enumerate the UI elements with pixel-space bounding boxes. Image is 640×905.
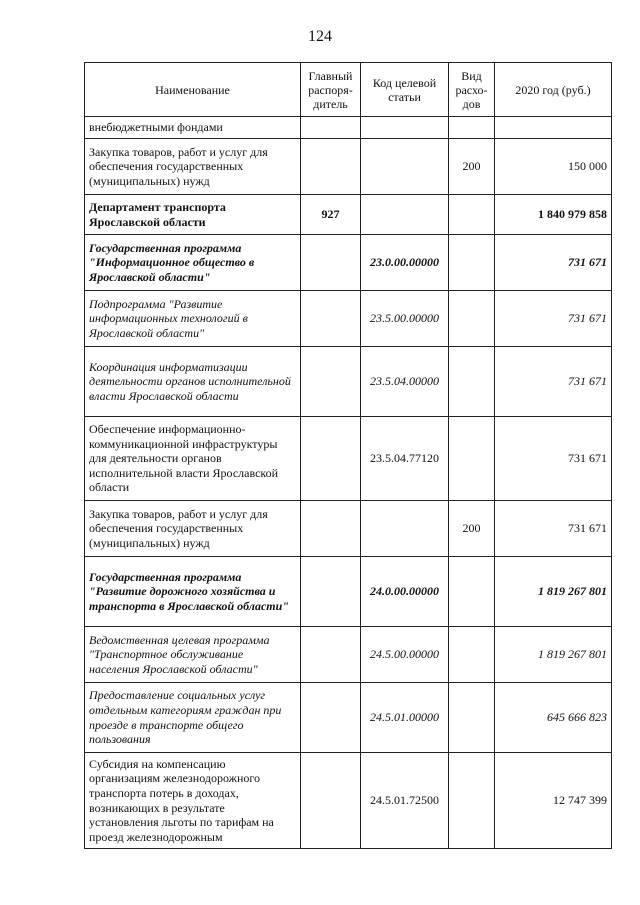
table-row (85, 291, 612, 347)
cell-name: Предоставление социальных услуг отдельным категориям граждан при проезде в транспорте общего пользования (85, 683, 301, 753)
cell-name: Обеспечение информационно-коммуникационной инфраструктуры для деятельности органов исполнительной власти Ярославской области (85, 417, 301, 501)
table-row (85, 683, 612, 753)
cell-name: Координация информатизации деятельности органов исполнительной власти Ярославской области (85, 347, 301, 417)
header-expense-kind: Вид расхо-дов (449, 63, 495, 117)
table-row (85, 347, 612, 417)
cell-amount: 731 671 (495, 417, 612, 501)
table-row (85, 627, 612, 683)
cell-amount: 150 000 (495, 139, 612, 195)
cell-amount: 1 819 267 801 (495, 627, 612, 683)
cell-target-code (361, 139, 449, 195)
table-row (85, 501, 612, 557)
cell-amount: 12 747 399 (495, 753, 612, 849)
table-row (85, 417, 612, 501)
header-target-code: Код целевой статьи (361, 63, 449, 117)
table-body (85, 117, 612, 849)
cell-name: Ведомственная целевая программа "Транспортное обслуживание населения Ярославской области" (85, 627, 301, 683)
cell-amount: 731 671 (495, 291, 612, 347)
header-main-manager: Главный распоря-дитель (301, 63, 361, 117)
header-amount-2020: 2020 год (руб.) (495, 63, 612, 117)
cell-main-manager (301, 627, 361, 683)
cell-target-code (361, 501, 449, 557)
cell-main-manager (301, 753, 361, 849)
cell-amount (495, 117, 612, 139)
cell-target-code: 23.5.04.00000 (361, 347, 449, 417)
cell-name: Подпрограмма "Развитие информационных технологий в Ярославской области" (85, 291, 301, 347)
cell-main-manager (301, 347, 361, 417)
cell-name: Государственная программа "Информационное общество в Ярославской области" (85, 235, 301, 291)
cell-amount: 731 671 (495, 235, 612, 291)
header-name: Наименование (85, 63, 301, 117)
cell-expense-kind (449, 683, 495, 753)
cell-target-code (361, 195, 449, 235)
table-row (85, 195, 612, 235)
cell-expense-kind: 200 (449, 501, 495, 557)
cell-expense-kind: 200 (449, 139, 495, 195)
cell-main-manager (301, 417, 361, 501)
cell-main-manager (301, 291, 361, 347)
budget-table (84, 62, 612, 849)
table-row (85, 139, 612, 195)
cell-expense-kind (449, 557, 495, 627)
cell-expense-kind (449, 417, 495, 501)
cell-target-code: 24.5.00.00000 (361, 627, 449, 683)
cell-amount: 731 671 (495, 347, 612, 417)
cell-target-code: 23.5.00.00000 (361, 291, 449, 347)
cell-amount: 1 819 267 801 (495, 557, 612, 627)
cell-target-code: 23.5.04.77120 (361, 417, 449, 501)
table-row (85, 557, 612, 627)
table-row (85, 117, 612, 139)
cell-name: Государственная программа "Развитие дорожного хозяйства и транспорта в Ярославской области" (85, 557, 301, 627)
cell-expense-kind (449, 347, 495, 417)
page-number: 124 (308, 28, 332, 45)
cell-expense-kind (449, 291, 495, 347)
cell-main-manager (301, 501, 361, 557)
table-row (85, 753, 612, 849)
cell-main-manager (301, 139, 361, 195)
cell-name: внебюджетными фондами (85, 117, 301, 139)
table-header-row (85, 63, 612, 117)
cell-target-code: 23.0.00.00000 (361, 235, 449, 291)
cell-expense-kind (449, 117, 495, 139)
cell-expense-kind (449, 627, 495, 683)
cell-target-code (361, 117, 449, 139)
cell-main-manager (301, 235, 361, 291)
cell-target-code: 24.5.01.00000 (361, 683, 449, 753)
cell-name: Закупка товаров, работ и услуг для обеспечения государственных (муниципальных) нужд (85, 501, 301, 557)
cell-main-manager (301, 117, 361, 139)
cell-main-manager (301, 557, 361, 627)
cell-main-manager (301, 683, 361, 753)
table-row (85, 235, 612, 291)
cell-name: Закупка товаров, работ и услуг для обеспечения государственных (муниципальных) нужд (85, 139, 301, 195)
cell-expense-kind (449, 753, 495, 849)
cell-expense-kind (449, 235, 495, 291)
cell-name: Департамент транспорта Ярославской области (85, 195, 301, 235)
cell-amount: 731 671 (495, 501, 612, 557)
cell-main-manager: 927 (301, 195, 361, 235)
cell-amount: 1 840 979 858 (495, 195, 612, 235)
cell-target-code: 24.5.01.72500 (361, 753, 449, 849)
cell-name: Субсидия на компенсацию организациям железнодорожного транспорта потерь в доходах, возникающих в результате установления льготы по тарифам на проезд железнодорожным (85, 753, 301, 849)
cell-expense-kind (449, 195, 495, 235)
cell-target-code: 24.0.00.00000 (361, 557, 449, 627)
cell-amount: 645 666 823 (495, 683, 612, 753)
